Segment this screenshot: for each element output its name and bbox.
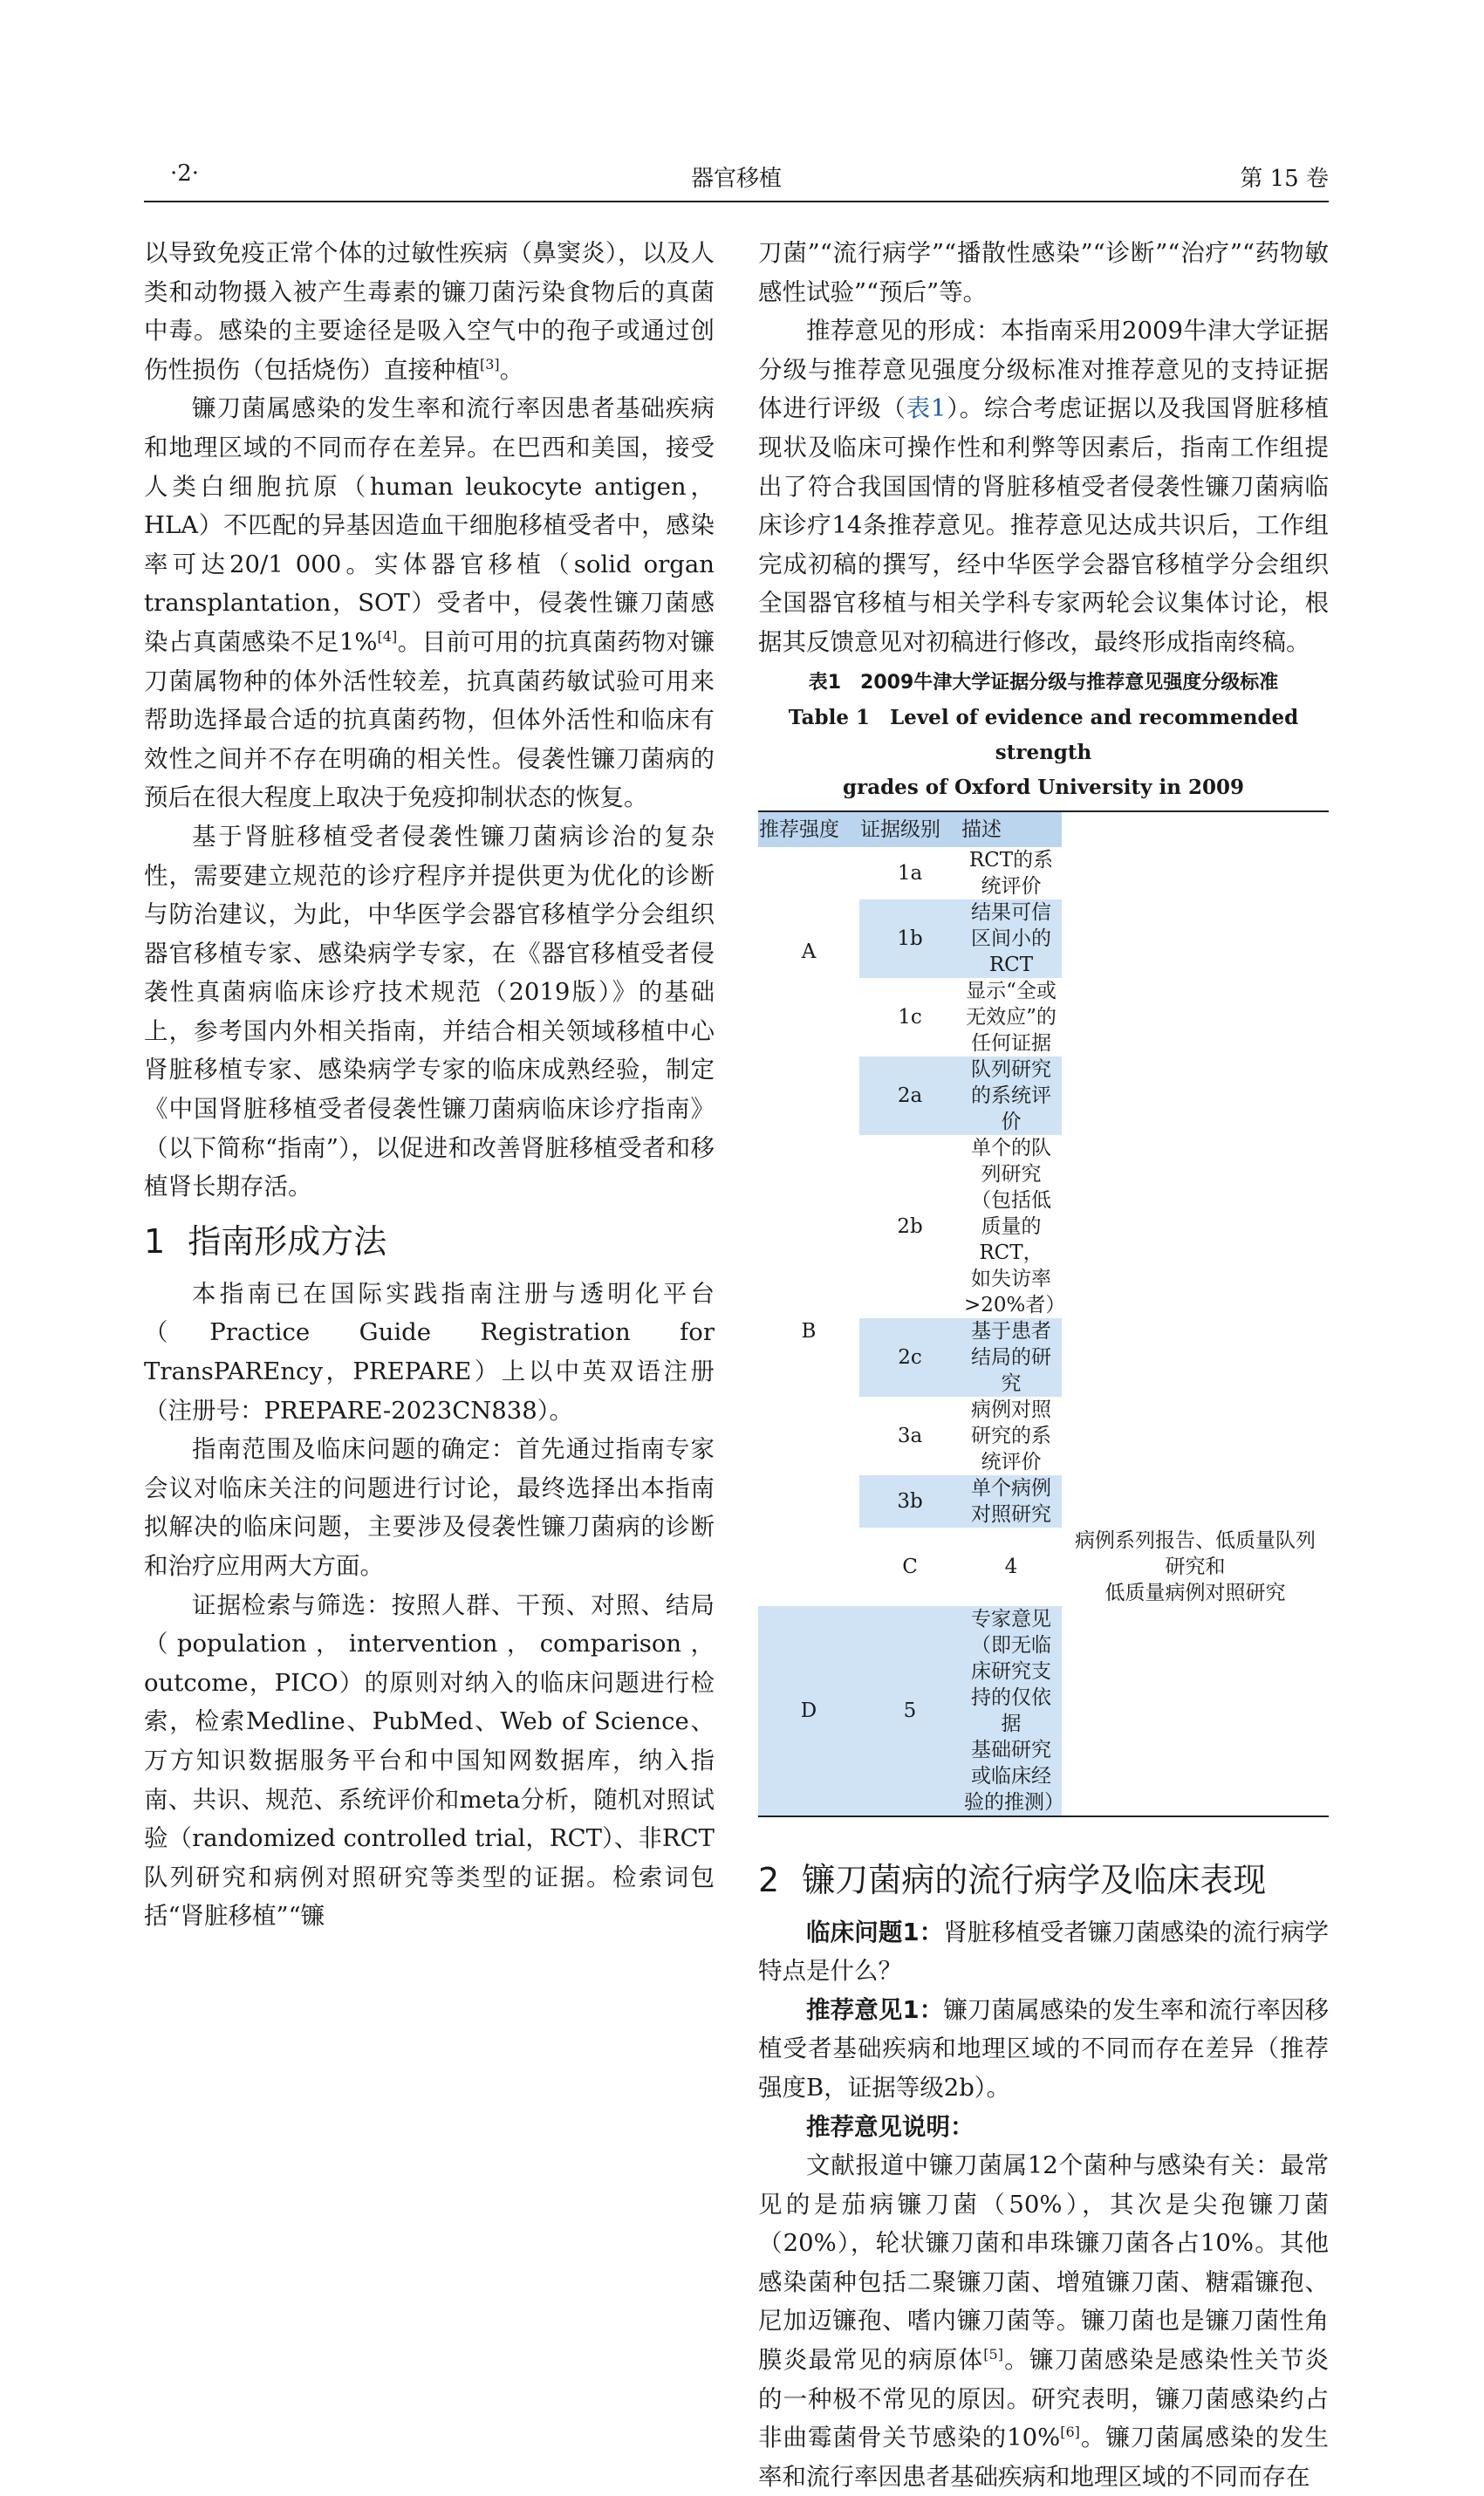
paragraph: 以导致免疫正常个体的过敏性疾病（鼻窦炎），以及人类和动物摄入被产生毒素的镰刀菌污染食物后的真菌中毒。感染的主要途径是吸入空气中的孢子或通过创伤性损伤（包括烧伤）直接种植[3]。 xyxy=(144,239,715,384)
citation[interactable]: [3] xyxy=(480,355,500,373)
citation[interactable]: [6] xyxy=(1060,2424,1080,2441)
citation[interactable]: [4] xyxy=(377,627,398,645)
table-row: 3b 单个病例对照研究 xyxy=(758,1475,1329,1528)
table-row: C 4 病例系列报告、低质量队列研究和 低质量病例对照研究 xyxy=(758,1528,1329,1606)
table-row: 1c 显示“全或无效应”的任何证据 xyxy=(898,979,1057,1055)
paragraph: 刀菌”“流行病学”“播散性感染”“诊断”“治疗”“药物敏感性试验”“预后”等。 xyxy=(758,239,1329,306)
journal-name: 器官移植 xyxy=(690,166,782,192)
table-row: D 5 专家意见（即无临床研究支持的仅依据 基础研究或临床经验的推测） xyxy=(758,1606,1329,1816)
table-header: 证据级别 xyxy=(859,811,961,847)
table-link[interactable]: 表1 xyxy=(906,394,947,423)
page-header xyxy=(144,157,1329,202)
grade-cell: B xyxy=(758,1057,859,1606)
recommendation: 推荐意见1：镰刀菌属感染的发生率和流行率因移植受者基础疾病和地理区域的不同而存在差异（推荐强度B，证据等级2b）。 xyxy=(758,1995,1329,2102)
table-row: 2c 基于患者结局的研究 xyxy=(758,1318,1329,1397)
table-header: 推荐强度 xyxy=(758,811,859,847)
grade-cell: D xyxy=(758,1606,859,1816)
table-row: B 2a 队列研究的系统评价 xyxy=(758,1057,1329,1135)
table-caption-en: grades of Oxford University in 2009 xyxy=(843,775,1244,799)
grade-cell: C xyxy=(859,1528,961,1606)
paragraph: 本指南已在国际实践指南注册与透明化平台（Practice Guide Registration for TransPAREncy，PREPARE）上以中英双语注册（注册号：PREPARE-2023CN838）。 xyxy=(144,1279,715,1425)
citation[interactable]: [5] xyxy=(983,2345,1003,2363)
grade-cell: A xyxy=(758,847,859,1057)
table-row: 2b 单个的队列研究（包括低质量的RCT， 如失访率>20%者） xyxy=(897,1136,1066,1316)
table-caption-cn: 表1 2009牛津大学证据分级与推荐意见强度分级标准 xyxy=(808,671,1279,694)
table-row: 1b 结果可信区间小的RCT xyxy=(758,899,1329,978)
paragraph: 镰刀菌属感染的发生率和流行率因患者基础疾病和地理区域的不同而存在差异。在巴西和美国，接受人类白细胞抗原（human leukocyte antigen，HLA）不匹配的异基因造血干细胞移植受者中，感染率可达20/1 000。实体器官移植（solid organ transplantation，SOT）受者中，侵袭性镰刀菌感染占真菌感染不足1%[4]。目前可用的抗真菌药物对镰刀菌属物种的体外活性较差，抗真菌药敏试验可用来帮助选择最合适的抗真菌药物，但体外活性和临床有效性之间并不存在明确的相关性。侵袭性镰刀菌病的预后在很大程度上取决于免疫抑制状态的恢复。 xyxy=(144,394,715,812)
paragraph: 文献报道中镰刀菌属12个菌种与感染有关：最常见的是茄病镰刀菌（50%），其次是尖孢镰刀菌（20%），轮状镰刀菌和串珠镰刀菌各占10%。其他感染菌种包括二聚镰刀菌、增殖镰刀菌、糖霜镰孢、尼加迈镰孢、嗜内镰刀菌等。镰刀菌也是镰刀菌性角膜炎最常见的病原体[5]。镰刀菌感染是感染性关节炎的一种极不常见的原因。研究表明，镰刀菌感染约占非曲霉菌骨关节感染的10%[6]。镰刀菌属感染的发生率和流行率因患者基础疾病和地理区域的不同而存在 xyxy=(758,2151,1330,2491)
table-caption-en: Table 1 Level of evidence and recommended strength xyxy=(788,705,1299,764)
paragraph: 指南范围及临床问题的确定：首先通过指南专家会议对临床关注的问题进行讨论，最终选择出本指南拟解决的临床问题，主要涉及侵袭性镰刀菌病的诊断和治疗应用两大方面。 xyxy=(144,1435,715,1580)
table-row: A 1a RCT的系统评价 xyxy=(758,847,1329,899)
table-header: 描述 xyxy=(961,811,1062,847)
paragraph: 基于肾脏移植受者侵袭性镰刀菌病诊治的复杂性，需要建立规范的诊疗程序并提供更为优化的诊断与防治建议，为此，中华医学会器官移植学分会组织器官移植专家、感染病学专家，在《器官移植受者侵袭性真菌病临床诊疗技术规范（2019版）》的基础上，参考国内外相关指南，并结合相关领域移植中心肾脏移植专家、感染病学专家的临床成熟经验，制定《中国肾脏移植受者侵袭性镰刀菌病临床诊疗指南》（以下简称“指南”），以促进和改善肾脏移植受者和移植肾长期存活。 xyxy=(144,822,715,1201)
recommendation-note-label: 推荐意见说明： xyxy=(806,2112,975,2141)
volume-label: 第 15 卷 xyxy=(1240,166,1329,192)
evidence-table xyxy=(758,810,1329,1817)
section-heading-2: 2 镰刀菌病的流行病学及临床表现 xyxy=(758,1860,1267,1899)
paragraph: 推荐意见的形成：本指南采用2009牛津大学证据分级与推荐意见强度分级标准对推荐意见的支持证据体进行评级（表1）。综合考虑证据以及我国肾脏移植现状及临床可操作性和利弊等因素后，指南工作组提出了符合我国国情的肾脏移植受者侵袭性镰刀菌病临床诊疗14条推荐意见。推荐意见达成共识后，工作组完成初稿的撰写，经中华医学会器官移植学分会组织全国器官移植与相关学科专家两轮会议集体讨论，根据其反馈意见对初稿进行修改，最终形成指南终稿。 xyxy=(758,317,1330,656)
table-row: 3a 病例对照研究的系统评价 xyxy=(897,1398,1051,1474)
right-column xyxy=(758,234,1329,2496)
left-column xyxy=(144,234,715,1936)
section-heading-1: 1 指南形成方法 xyxy=(144,1221,387,1261)
page-number: ·2· xyxy=(170,161,200,187)
paragraph: 证据检索与筛选：按照人群、干预、对照、结局（population，intervention，comparison，outcome，PICO）的原则对纳入的临床问题进行检索，检索Medline、PubMed、Web of Science、万方知识数据服务平台和中国知网数据库，纳入指南、共识、规范、系统评价和meta分析，随机对照试验（randomized controlled trial，RCT）、非RCT队列研究和病例对照研究等类型的证据。检索词包括“肾脏移植”“镰 xyxy=(144,1590,715,1931)
clinical-question: 临床问题1：肾脏移植受者镰刀菌感染的流行病学特点是什么？ xyxy=(758,1918,1329,1986)
